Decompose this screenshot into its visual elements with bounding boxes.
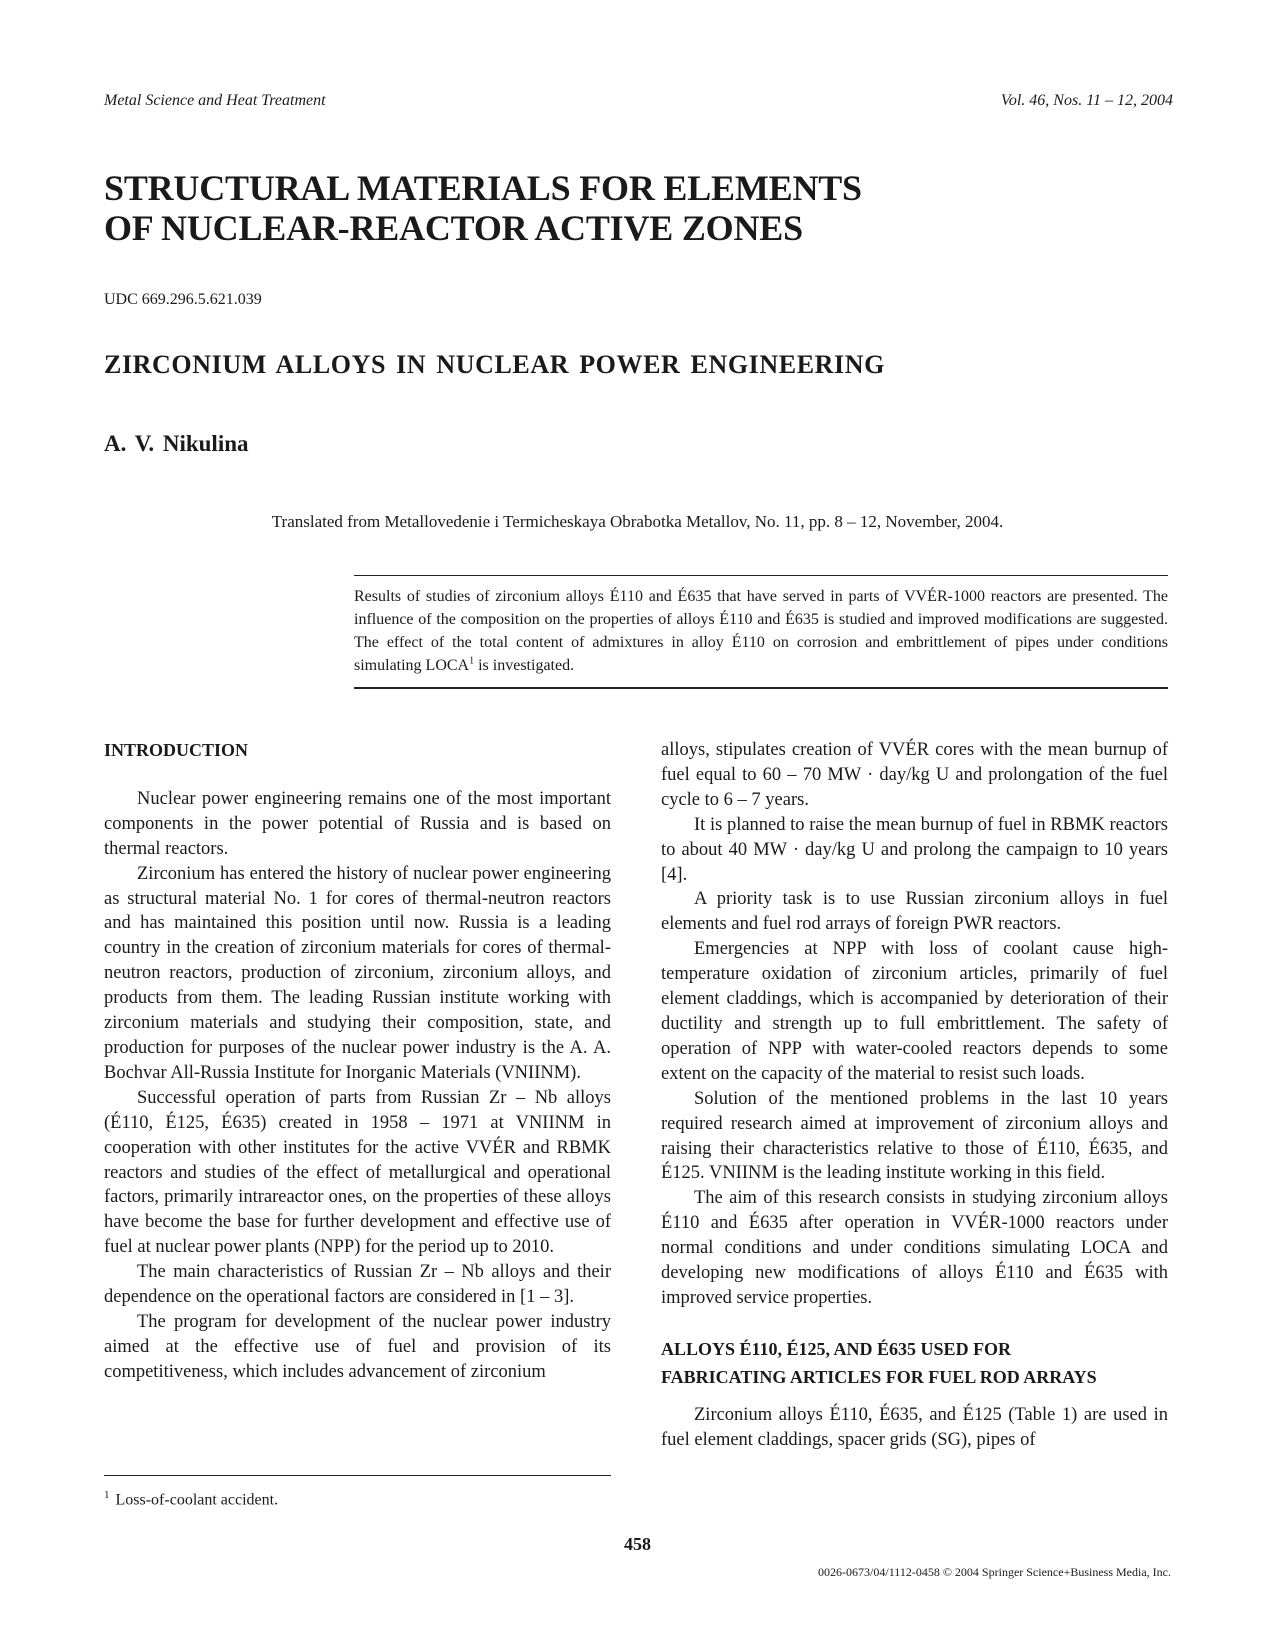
section-title-line-1: STRUCTURAL MATERIALS FOR ELEMENTS [104,168,862,208]
footnote-mark: 1 [104,1489,110,1501]
paragraph: It is planned to raise the mean burnup of fuel in RBMK reactors to about 40 MW · day/kg U and prolong the campaign to 10 years [4]. [661,814,1168,885]
volume-info: Vol. 46, Nos. 11 – 12, 2004 [1000,92,1173,109]
paragraph: The aim of this research consists in studying zirconium alloys É110 and É635 after operation in VVÉR-1000 reactors under normal conditions and under conditions simulating LOCA and developing new modifications of alloys É110 and É635 with improved service properties. [661,1188,1168,1308]
alloys-section-heading [661,1335,1168,1391]
paragraph: The main characteristics of Russian Zr – Nb alloys and their dependence on the operational factors are considered in [1 – 3]. [104,1262,611,1308]
alloys-heading-line-2: FABRICATING ARTICLES FOR FUEL ROD ARRAYS [661,1366,1097,1387]
alloys-heading-line-1: ALLOYS É110, É125, AND É635 USED FOR [661,1338,1012,1359]
right-column [661,738,1168,1453]
paragraph: A priority task is to use Russian zirconium alloys in fuel elements and fuel rod arrays of foreign PWR reactors. [661,889,1168,935]
footnote-text: Loss-of-coolant accident. [115,1491,279,1509]
left-column [104,738,611,1385]
journal-name: Metal Science and Heat Treatment [104,92,326,109]
paragraph-continuation: alloys, stipulates creation of VVÉR cores with the mean burnup of fuel equal to 60 – 70 MW · day/kg U and prolongation of the fuel cycle to 6 – 7 years. [661,740,1168,810]
page-number: 458 [624,1534,651,1554]
translated-from-note: Translated from Metallovedenie i Termicheskaya Obrabotka Metallov, No. 11, pp. 8 – 12, November, 2004. [271,512,1004,531]
paragraph: The program for development of the nuclear power industry aimed at the effective use of fuel and provision of its competitiveness, which includes advancement of zirconium [104,1311,611,1382]
paragraph: Successful operation of parts from Russian Zr – Nb alloys (É110, É125, É635) created in 1958 – 1971 at VNIINM in cooperation with other institutes for the active VVÉR and RBMK reactors and studies of the effect of metallurgical and operational factors, primarily intrareactor ones, on the properties of these alloys have become the base for further development and effective use of fuel at nuclear power plants (NPP) for the period up to 2010. [104,1087,611,1258]
author: A. V. Nikulina [104,431,249,456]
paragraph: Nuclear power engineering remains one of the most important components in the power potential of Russia and is based on thermal reactors. [104,788,611,859]
abstract-text: Results of studies of zirconium alloys É110 and É635 that have served in parts of VVÉR-1000 reactors are presented. The influence of the composition on the properties of alloys É110 and É635 is studied and improved modifications are suggested. The effect of the total content of admixtures in alloy É110 on corrosion and embrittlement of pipes under conditions simulating LOCA [354,588,1168,674]
udc-code: UDC 669.296.5.621.039 [104,291,262,308]
paragraph: Emergencies at NPP with loss of coolant cause high-temperature oxidation of zirconium articles, primarily of fuel element claddings, which is accompanied by deterioration of their ductility and strength up to full embrittlement. The safety of operation of NPP with water-cooled reactors depends to some extent on the capacity of the material to resist such loads. [661,939,1168,1084]
abstract-footnote-mark: 1 [469,655,475,667]
footnote [104,1489,278,1509]
section-title [104,168,1104,248]
abstract-tail: is investigated. [474,657,575,674]
section-title-line-2: OF NUCLEAR-REACTOR ACTIVE ZONES [104,208,803,248]
article-title: ZIRCONIUM ALLOYS IN NUCLEAR POWER ENGINEERING [104,350,885,379]
paragraph: Zirconium alloys É110, É635, and É125 (Table 1) are used in fuel element claddings, spacer grids (SG), pipes of [661,1404,1168,1450]
paragraph: Zirconium has entered the history of nuclear power engineering as structural material No. 1 for cores of thermal-neutron reactors and has maintained this position until now. Russia is a leading country in the creation of zirconium materials for cores of thermal-neutron reactors, production of zirconium, zirconium alloys, and products from them. The leading Russian institute working with zirconium materials and studying their composition, state, and production for purposes of the nuclear power industry is the A. A. Bochvar All-Russia Institute for Inorganic Materials (VNIINM). [104,863,611,1083]
paragraph: Solution of the mentioned problems in the last 10 years required research aimed at improvement of zirconium alloys and raising their characteristics relative to those of É110, É635, and É125. VNIINM is the leading institute working in this field. [661,1088,1168,1184]
footnote-divider [104,1475,611,1476]
abstract [354,575,1168,689]
copyright-line: 0026-0673/04/1112-0458 © 2004 Springer Science+Business Media, Inc. [818,1565,1171,1579]
introduction-heading: INTRODUCTION [104,740,249,760]
